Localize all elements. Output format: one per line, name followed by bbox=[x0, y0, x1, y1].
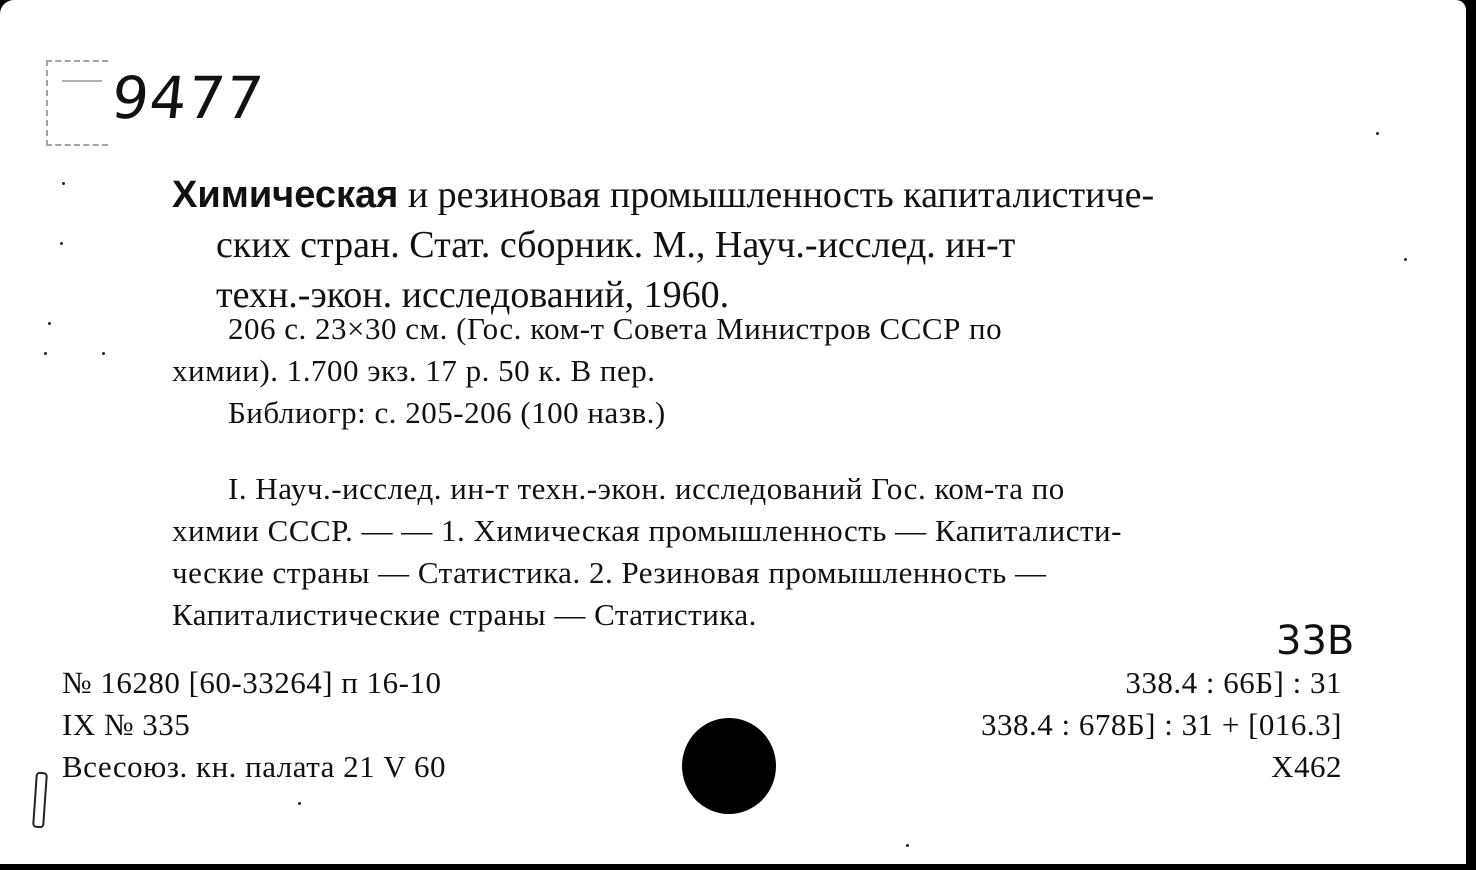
subject-headings bbox=[172, 468, 1122, 636]
entry-title-bold: Химическая bbox=[172, 174, 399, 216]
description-block bbox=[172, 308, 1002, 434]
speck bbox=[60, 242, 63, 245]
speck bbox=[1376, 132, 1379, 135]
footer-right-line-2: 338.4 : 678Б] : 31 + [016.3] bbox=[981, 707, 1342, 742]
speck bbox=[906, 844, 909, 847]
description-line-3: Библиогр: с. 205-206 (100 назв.) bbox=[228, 395, 666, 430]
handwritten-code: 33B bbox=[1276, 618, 1355, 664]
bibliographic-entry bbox=[172, 170, 1154, 320]
speck bbox=[298, 802, 301, 805]
subject-line-4: Капиталистические страны — Статистика. bbox=[172, 597, 757, 632]
stamp-mark bbox=[46, 60, 108, 146]
description-line-2: химии). 1.700 экз. 17 р. 50 к. В пер. bbox=[172, 353, 656, 388]
footer-right-line-3: Х462 bbox=[1271, 749, 1342, 784]
footer-left bbox=[62, 662, 446, 788]
entry-line-2: ских стран. Стат. сборник. М., Науч.-исслед. ин-т bbox=[216, 224, 1016, 266]
speck bbox=[62, 182, 65, 185]
footer-left-line-3: Всесоюз. кн. палата 21 V 60 bbox=[62, 749, 446, 784]
speck bbox=[48, 322, 51, 325]
punch-hole bbox=[682, 718, 776, 814]
speck bbox=[44, 352, 47, 355]
entry-line-3: техн.-экон. исследований, 1960. bbox=[216, 274, 730, 316]
entry-line-1 bbox=[172, 170, 1154, 220]
entry-line-1-rest: и резиновая промышленность капиталистиче- bbox=[398, 174, 1155, 216]
footer-right bbox=[822, 662, 1342, 788]
description-line-1: 206 с. 23×30 см. (Гос. ком-т Совета Министров СССР по bbox=[228, 311, 1003, 346]
footer-left-line-2: IX № 335 bbox=[62, 707, 191, 742]
footer-left-line-1: № 16280 [60-33264] п 16-10 bbox=[62, 665, 442, 700]
speck bbox=[1404, 258, 1407, 261]
subject-line-3: ческие страны — Статистика. 2. Резиновая промышленность — bbox=[172, 555, 1047, 590]
speck bbox=[102, 352, 105, 355]
pen-mark bbox=[32, 772, 48, 829]
catalog-number: 9477 bbox=[108, 64, 268, 132]
footer-right-line-1: 338.4 : 66Б] : 31 bbox=[1125, 665, 1342, 700]
subject-line-2: химии СССР. — — 1. Химическая промышленность — Капиталисти- bbox=[172, 513, 1122, 548]
subject-line-1: I. Науч.-исслед. ин-т техн.-экон. исследований Гос. ком-та по bbox=[228, 471, 1065, 506]
